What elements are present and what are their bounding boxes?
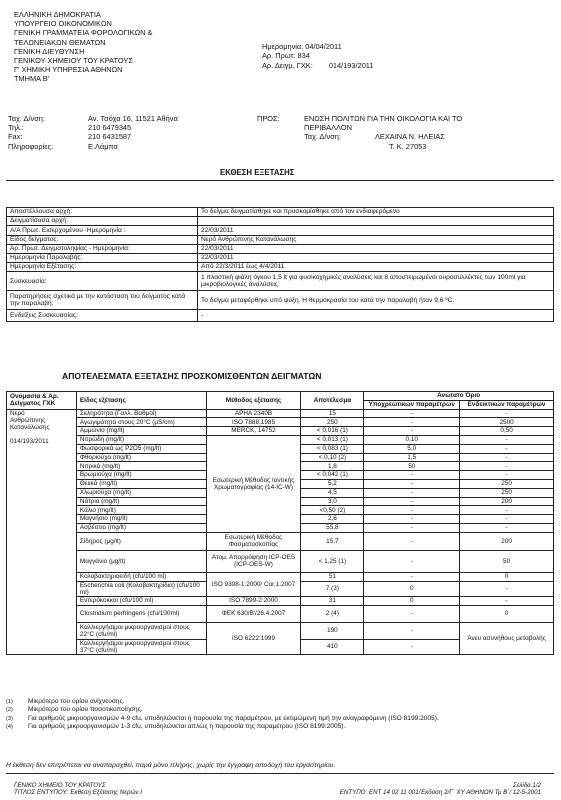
col-header-test: Είδος εξέτασης — [76, 392, 206, 410]
result-value: 15 — [301, 409, 364, 418]
info-value: - — [198, 310, 554, 322]
method-cell: ISO 6222:1999 — [206, 622, 301, 654]
recipient-block: ΕΝΩΣΗ ΠΟΛΙΤΩΝ ΓΙΑ ΤΗΝ ΟΙΚΟΛΟΓΙΑ ΚΑΙ ΤΟ ΠΕΡΙΒΑΛΛΟΝ Ταχ. Δ/νση: ΛΕΧΑΙΝΑ Ν. ΗΛΕΙΑΣ Τ. Κ. 27053 — [304, 114, 463, 151]
divider — [6, 180, 554, 181]
limit-indicative: 0 — [460, 572, 554, 581]
limit-indicative: - — [460, 453, 554, 462]
test-name: Θειικά (mg/lt) — [76, 479, 206, 488]
result-value: < 1,25 (1) — [301, 550, 364, 572]
result-value: 55,8 — [301, 523, 364, 532]
protocol-number: Αρ. Πρωτ: 834 — [262, 51, 310, 61]
limit-indicative: - — [460, 596, 554, 605]
method-cell: Εσωτερική Μέθοδος Ιοντικής Χρωματογραφίας (14-IC-W) — [206, 435, 301, 532]
info-label: Α/Α Πρωτ. Εισερχομένου -Ημερομηνία : — [7, 226, 198, 235]
limit-indicative: 200 — [460, 497, 554, 506]
issuer-line: ΓΕΝΙΚΟΥ ΧΗΜΕΙΟΥ ΤΟΥ ΚΡΑΤΟΥΣ — [14, 56, 133, 66]
limit-mandatory: - — [364, 488, 460, 497]
info-value: Το δείγμα δειγματίσθηκε και προσκομίσθηκε από τον ενδιαφερόμενο — [198, 208, 554, 217]
info-value: 22/03/2011 — [198, 253, 554, 262]
info-label: Είδος δείγματος: — [7, 235, 198, 244]
test-name: Clostridium perfringens (cfu/100ml) — [76, 605, 206, 622]
result-value: 4,5 — [301, 488, 364, 497]
info-row — [7, 244, 554, 253]
contact-values: Αν. Τσόχα 16, 11521 Αθήνα 210 6479345 210 6431587 Ε.Λάμπα — [88, 114, 178, 151]
issuer-header — [14, 10, 152, 84]
table-row — [7, 532, 554, 550]
info-row — [7, 263, 554, 272]
info-row — [7, 291, 554, 310]
test-name: Φθοριούχα (mg/lt) — [76, 453, 206, 462]
result-value: < 0,016 (1) — [301, 427, 364, 436]
limit-indicative: 250 — [460, 479, 554, 488]
limit-indicative: - — [460, 523, 554, 532]
recipient-label: ΠΡΟΣ: — [257, 114, 280, 123]
limit-indicative: - — [460, 515, 554, 524]
limit-mandatory: - — [364, 532, 460, 550]
test-name: Ασβέστιο (mg/lt) — [76, 523, 206, 532]
issuer-line: ΓΕΝΙΚΗ ΔΙΕΥΘΥΝΣΗ — [14, 46, 85, 56]
limit-mandatory: - — [364, 622, 460, 639]
info-row — [7, 208, 554, 217]
table-row — [7, 572, 554, 581]
test-name: Νιτρικά (mg/lt) — [76, 462, 206, 471]
results-table — [6, 391, 554, 655]
method-cell: MERCK, 14752 — [206, 427, 301, 436]
test-name: Σίδηρος (μg/lt) — [76, 532, 206, 550]
contact-labels: Ταχ. Δ/νση: Τηλ.: Fax: Πληροφορίες: — [8, 114, 54, 151]
test-name: Εντερόκοκκοι (cfu/100 ml) — [76, 596, 206, 605]
footnotes — [6, 698, 554, 732]
footnote: (1) Μικρότερο του ορίου ανίχνευσης. — [6, 698, 125, 705]
limit-indicative: - — [460, 435, 554, 444]
result-value: < 0,013 (1) — [301, 435, 364, 444]
footer-left: ΓΕΝΙΚΟ ΧΗΜΕΙΟ ΤΟΥ ΚΡΑΤΟΥΣ ΤΙΤΛΟΣ ΕΝΤΥΠΟΥ: Έκθεση Εξέτασης Νερών Ι — [14, 782, 142, 797]
test-name: Καλλιεργήσιμοι μικροοργανισμοί στους 22°C (cfu/ml) — [76, 622, 206, 639]
method-cell: Εσωτερική Μέθοδος Φασματοσκοπίας — [206, 532, 301, 550]
test-name: Μαγγάνιο (μg/lt) — [76, 550, 206, 572]
limit-indicative: 0,50 — [460, 427, 554, 436]
result-value: 410 — [301, 639, 364, 654]
method-cell: ΦΕΚ 630/Β'/26.4.2007 — [206, 605, 301, 622]
result-value: 2,6 — [301, 515, 364, 524]
issuer-line: ΤΕΛΩΝΕΙΑΚΩΝ ΘΕΜΑΤΩΝ — [14, 37, 106, 47]
issuer-line: ΓΕΝΙΚΗ ΓΡΑΜΜΑΤΕΙΑ ΦΟΡΟΛΟΓΙΚΩΝ & — [14, 28, 153, 38]
table-row — [7, 622, 554, 639]
result-value: 190 — [301, 622, 364, 639]
result-value: 31 — [301, 596, 364, 605]
limit-mandatory: - — [364, 497, 460, 506]
info-value: Το δείγμα μεταφέρθηκε υπό ψύξη. Η θερμοκρασία του κατά την παραλαβή ήταν 9,6 ºC. — [198, 291, 554, 310]
info-value — [198, 217, 554, 226]
limit-indicative: - — [460, 444, 554, 453]
result-value: < 0,083 (1) — [301, 444, 364, 453]
test-name: Φωσφορικά ως P2O5 (mg/lt) — [76, 444, 206, 453]
sample-name-cell: Νερό Ανθρώπινης Κατανάλωσης 014/193/2011 — [7, 409, 77, 655]
sample-number: Αρ. Δειγμ. ΓΧΚ: 014/193/2011 — [262, 60, 374, 70]
test-name: Βρωμιούχα (mg/lt) — [76, 471, 206, 480]
info-row — [7, 272, 554, 291]
footer-divider — [6, 773, 554, 774]
info-label: Αρ. Πρωτ. Δειγματοληψίας - Ημερομηνία: — [7, 244, 198, 253]
limit-mandatory: 0 — [364, 596, 460, 605]
limit-indicative: 50 — [460, 550, 554, 572]
test-name: Αμμώνιο (mg/lt) — [76, 427, 206, 436]
result-value: < 0,10 (2) — [301, 453, 364, 462]
report-title: ΕΚΘΕΣΗ ΕΞΕΤΑΣΗΣ — [220, 168, 295, 177]
info-label: Παρατηρήσεις σχετικά με την κατάσταση του δείγματος κατά την παραλαβή: — [7, 291, 198, 310]
test-name: Νάτριο (mg/lt) — [76, 497, 206, 506]
info-label: Ημερομηνία Παραλαβής: — [7, 253, 198, 262]
limit-indicative: - — [460, 471, 554, 480]
limit-mandatory: - — [364, 550, 460, 572]
limit-indicative: Άνευ ασυνήθους μεταβολής — [460, 622, 554, 654]
result-value: 1,8 — [301, 462, 364, 471]
footnote: (3) Για αριθμούς μικροοργανισμών 4-9 cfu, υποδηλώνεται η παρουσία της παραμέτρου, με εκτιμώμενη τιμή την αναγραφόμενη (ISO 8199:2005). — [6, 714, 439, 722]
limit-mandatory: - — [364, 523, 460, 532]
limit-indicative: 0 — [460, 605, 554, 622]
info-value: Νερό Ανθρώπινης Κατανάλωσης — [198, 235, 554, 244]
limit-mandatory: 0,10 — [364, 435, 460, 444]
info-label: Δειγματίσασα αρχή: — [7, 217, 198, 226]
info-value: 22/03/2011 — [198, 244, 554, 253]
col-header-result: Αποτέλεσμα — [301, 392, 364, 410]
limit-indicative: - — [460, 506, 554, 515]
method-cell: ISO 7899-2:2000 — [206, 596, 301, 605]
limit-mandatory: 5,0 — [364, 444, 460, 453]
limit-mandatory: 50 — [364, 462, 460, 471]
test-name: Σκληρότητα (Γαλλ. Βαθμοί) — [76, 409, 206, 418]
test-name: Μαγνήσιο (mg/lt) — [76, 515, 206, 524]
info-label: Ενδείξεις Συσκευασίας: — [7, 310, 198, 322]
limit-mandatory: 0 — [364, 581, 460, 596]
method-cell: APHA 2340B — [206, 409, 301, 418]
table-row — [7, 418, 554, 427]
info-row — [7, 226, 554, 235]
report-date: Ημερομηνία: 04/04/2011 — [262, 42, 342, 51]
col-header-limit-indicative: Ενδεικτικών παραμέτρων — [460, 400, 554, 409]
issuer-line: ΥΠΟΥΡΓΕΙΟ ΟΙΚΟΝΟΜΙΚΩΝ — [14, 19, 112, 29]
limit-mandatory: - — [364, 605, 460, 622]
limit-mandatory: - — [364, 506, 460, 515]
info-value: Από 22/3/2011 έως 4/4/2011 — [198, 263, 554, 272]
table-row — [7, 550, 554, 572]
issuer-line: Γ' ΧΗΜΙΚΗ ΥΠΗΡΕΣΙΑ ΑΘΗΝΩΝ — [14, 65, 123, 75]
issuer-line: ΕΛΛΗΝΙΚΗ ΔΗΜΟΚΡΑΤΙΑ — [14, 10, 101, 19]
limit-mandatory: - — [364, 471, 460, 480]
test-name: Αγωγιμότητα στους 20°C (μS/cm) — [76, 418, 206, 427]
test-name: Κάλιο (mg/lt) — [76, 506, 206, 515]
result-value: 250 — [301, 418, 364, 427]
table-row — [7, 427, 554, 436]
col-header-name: Ονομασία & Αρ. Δείγματος ΓΧΚ — [7, 392, 77, 410]
limit-indicative: - — [460, 581, 554, 596]
test-name: Νιτρώδη (mg/lt) — [76, 435, 206, 444]
limit-mandatory: - — [364, 427, 460, 436]
limit-mandatory: - — [364, 572, 460, 581]
table-row — [7, 605, 554, 622]
info-row — [7, 310, 554, 322]
limit-mandatory: - — [364, 418, 460, 427]
table-row — [7, 596, 554, 605]
test-name: Χλωριούχα (mg/lt) — [76, 488, 206, 497]
info-row — [7, 217, 554, 226]
date-block — [262, 42, 373, 70]
method-cell: ISO 7888:1985 — [206, 418, 301, 427]
table-row — [7, 435, 554, 444]
method-cell: ISO 9308-1:2000/ Cor.1:2007 — [206, 572, 301, 596]
test-name: Escherichia coli (Κολοβακτηρίδια) (cfu/100 ml) — [76, 581, 206, 596]
footer-right: Σελίδα 1/2 ΕΝΤΥΠΟ: ΕΝΤ 14 02 11 001/Έκδοση 2/Γ΄ ΧΥ ΑΘΗΝΩΝ Τμ Β΄/ 12-5-2001 — [339, 782, 541, 797]
issuer-line: ΤΜΗΜΑ Β' — [14, 74, 50, 84]
test-name: Κολοβακτηριοειδή (cfu/100 ml) — [76, 572, 206, 581]
disclaimer: Η έκθεση δεν επιτρέπεται να αναπαραχθεί, παρά μόνο πλήρης, χωρίς την έγγραφη αποδοχή του εργαστηρίου. — [6, 762, 336, 769]
info-label: Ημερομηνία Εξέτασης: — [7, 263, 198, 272]
footnote: (4) Για αριθμούς μικροοργανισμών 1-3 cfu, υποδηλώνεται απλώς η παρουσία της παραμέτρου (ISO 8199:2005). — [6, 723, 346, 731]
result-value: 7 (3) — [301, 581, 364, 596]
sample-info-table — [6, 207, 554, 322]
limit-indicative: - — [460, 462, 554, 471]
method-cell: Ατομ. Απορρόφηση ICP-OES (ICP-OES-W) — [206, 550, 301, 572]
info-label: Συσκευασία: — [7, 272, 198, 291]
limit-mandatory: - — [364, 515, 460, 524]
result-value: 5,2 — [301, 479, 364, 488]
limit-indicative: 200 — [460, 532, 554, 550]
result-value: <0,50 (2) — [301, 506, 364, 515]
test-name: Καλλιεργήσιμοι μικροοργανισμοί στους 37°C (cfu/ml) — [76, 639, 206, 654]
col-header-method: Μέθοδος εξέτασης — [206, 392, 301, 410]
info-row — [7, 253, 554, 262]
result-value: < 0,042 (1) — [301, 471, 364, 480]
limit-mandatory: - — [364, 639, 460, 654]
result-value: 15,7 — [301, 532, 364, 550]
col-header-limit: Ανώτατο Όριο — [364, 392, 554, 401]
limit-indicative: 2500 — [460, 418, 554, 427]
info-value: 1 πλαστική φιάλη όγκου 1,5 lt για φυσικοχημικές αναλύσεις και 8 αποστειρωμένοι ουροσυλλέκτες των 100ml για μικροβιολογικές αναλύσεις — [198, 272, 554, 291]
limit-indicative: - — [460, 409, 554, 418]
info-value: 22/03/2011 — [198, 226, 554, 235]
footnote: (2) Μικρότερο του ορίου ποσοτικοποίησης. — [6, 706, 143, 714]
info-row — [7, 235, 554, 244]
result-value: 2 (4) — [301, 605, 364, 622]
col-header-limit-mandatory: Υποχρεωτικών παραμέτρων — [364, 400, 460, 409]
result-value: 3,0 — [301, 497, 364, 506]
limit-mandatory: - — [364, 479, 460, 488]
result-value: 51 — [301, 572, 364, 581]
table-row — [7, 409, 554, 418]
info-label: Αποστέλλουσα αρχή: — [7, 208, 198, 217]
limit-indicative: 250 — [460, 488, 554, 497]
limit-mandatory: - — [364, 409, 460, 418]
results-title: ΑΠΟΤΕΛΕΣΜΑΤΑ ΕΞΕΤΑΣΗΣ ΠΡΟΣΚΟΜΙΣΘΕΝΤΩΝ ΔΕΙΓΜΑΤΩΝ — [62, 371, 322, 381]
limit-mandatory: 1,5 — [364, 453, 460, 462]
